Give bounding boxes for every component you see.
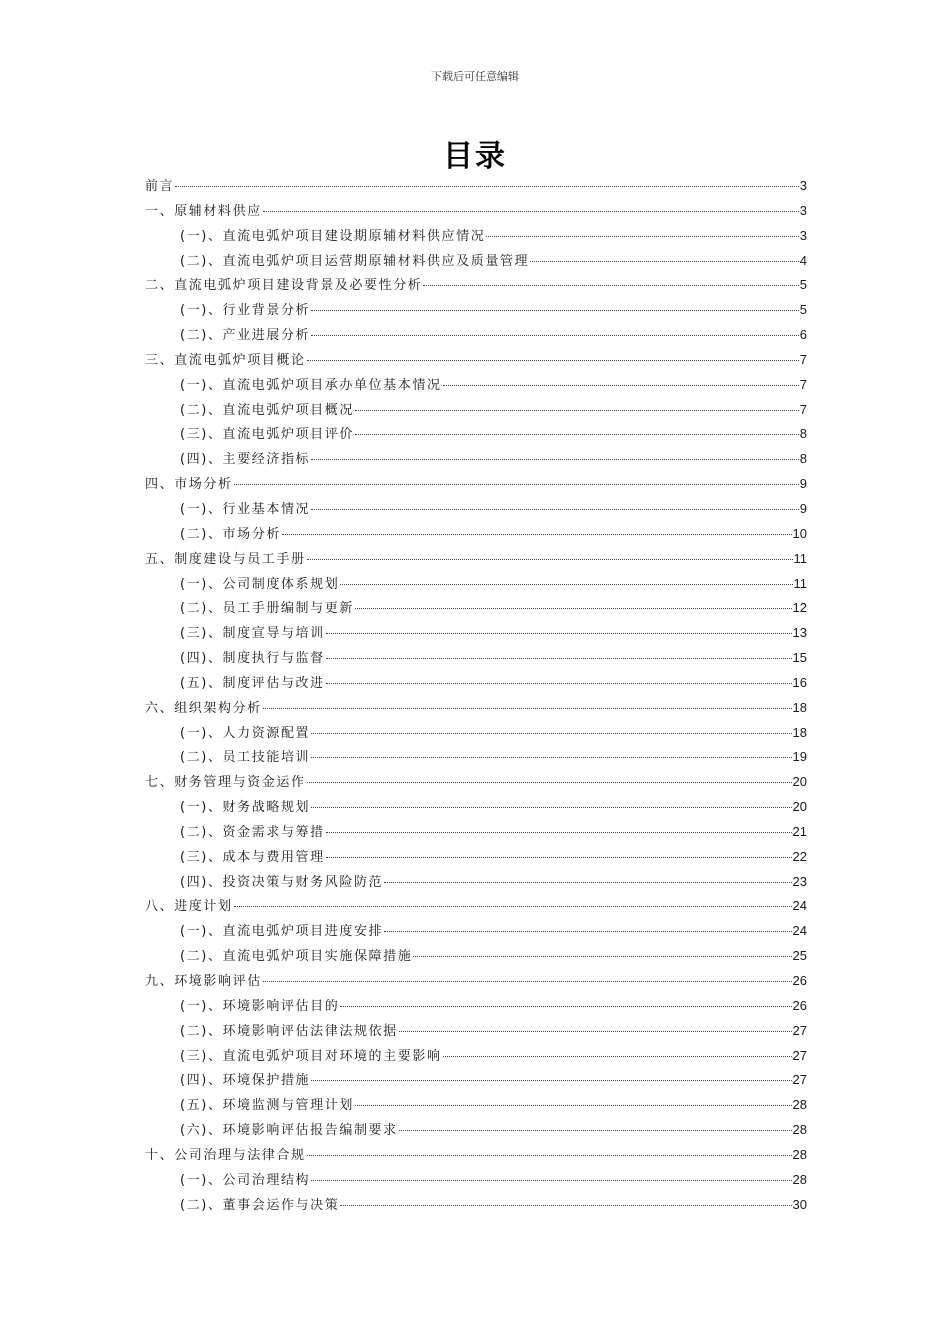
toc-entry-text: (一)、公司制度体系规划 — [180, 576, 340, 592]
toc-entry-text: 四、市场分析 — [145, 477, 233, 493]
toc-dot-leader — [326, 658, 792, 659]
toc-section-entry[interactable] — [145, 723, 807, 748]
toc-chapter-entry[interactable] — [145, 549, 807, 574]
toc-page-number: 28 — [792, 1171, 807, 1187]
toc-dot-leader — [384, 882, 791, 883]
toc-section-entry[interactable] — [145, 623, 807, 648]
toc-section-entry[interactable] — [145, 673, 807, 698]
toc-page-number: 28 — [792, 1146, 807, 1162]
toc-section-entry[interactable] — [145, 598, 807, 623]
toc-section-entry[interactable] — [145, 1170, 807, 1195]
toc-dot-leader — [311, 310, 799, 311]
toc-section-entry[interactable] — [145, 251, 807, 276]
toc-dot-leader — [234, 906, 792, 907]
toc-section-entry[interactable] — [145, 747, 807, 772]
toc-page-number: 28 — [792, 1122, 807, 1138]
toc-entry-text: 十、公司治理与法律合规 — [145, 1147, 306, 1163]
toc-section-entry[interactable] — [145, 847, 807, 872]
toc-chapter-entry[interactable] — [145, 1145, 807, 1170]
toc-chapter-entry[interactable] — [145, 896, 807, 921]
toc-dot-leader — [311, 757, 791, 758]
toc-page-number: 3 — [799, 202, 807, 218]
toc-dot-leader — [307, 1155, 792, 1156]
toc-dot-leader — [311, 807, 791, 808]
toc-page-number: 11 — [793, 575, 807, 591]
toc-page-number: 18 — [792, 724, 807, 740]
toc-section-entry[interactable] — [145, 872, 807, 897]
toc-dot-leader — [355, 608, 792, 609]
toc-page-number: 11 — [793, 550, 807, 566]
toc-page-number: 24 — [792, 923, 807, 939]
toc-page-number: 4 — [799, 252, 807, 268]
toc-entry-text: (二)、员工技能培训 — [180, 750, 311, 766]
toc-dot-leader — [399, 1031, 792, 1032]
toc-page-number: 13 — [792, 625, 807, 641]
toc-entry-text: 七、财务管理与资金运作 — [145, 775, 306, 791]
toc-entry-text: (五)、制度评估与改进 — [180, 675, 325, 691]
toc-section-entry[interactable] — [145, 325, 807, 350]
toc-entry-text: 三、直流电弧炉项目概论 — [145, 352, 306, 368]
toc-entry-text: (三)、直流电弧炉项目评价 — [180, 427, 354, 443]
toc-dot-leader — [340, 1006, 791, 1007]
toc-section-entry[interactable] — [145, 1095, 807, 1120]
toc-section-entry[interactable] — [145, 400, 807, 425]
toc-page-number: 20 — [792, 774, 807, 790]
toc-section-entry[interactable] — [145, 797, 807, 822]
toc-entry-text: (二)、资金需求与筹措 — [180, 824, 325, 840]
toc-page-number: 27 — [792, 1072, 807, 1088]
toc-page-number: 27 — [792, 1047, 807, 1063]
toc-entry-text: (三)、制度宣导与培训 — [180, 626, 325, 642]
toc-entry-text: (二)、直流电弧炉项目运营期原辅材料供应及质量管理 — [180, 253, 530, 269]
toc-entry-text: (二)、董事会运作与决策 — [180, 1197, 340, 1213]
toc-dot-leader — [307, 559, 793, 560]
toc-entry-text: 五、制度建设与员工手册 — [145, 551, 306, 567]
toc-chapter-entry[interactable] — [145, 275, 807, 300]
toc-entry-text: (一)、财务战略规划 — [180, 800, 311, 816]
toc-page-number: 7 — [799, 351, 807, 367]
toc-page-number: 15 — [792, 650, 807, 666]
toc-dot-leader — [263, 981, 792, 982]
toc-dot-leader — [311, 1080, 791, 1081]
toc-entry-text: (一)、直流电弧炉项目进度安排 — [180, 924, 384, 940]
toc-section-entry[interactable] — [145, 300, 807, 325]
toc-chapter-entry[interactable] — [145, 698, 807, 723]
toc-dot-leader — [326, 832, 792, 833]
toc-entry-text: 二、直流电弧炉项目建设背景及必要性分析 — [145, 278, 423, 294]
toc-page-number: 12 — [792, 600, 807, 616]
toc-dot-leader — [399, 1130, 792, 1131]
toc-page-number: 30 — [792, 1196, 807, 1212]
toc-page-number: 16 — [792, 674, 807, 690]
toc-dot-leader — [263, 708, 792, 709]
toc-section-entry[interactable] — [145, 648, 807, 673]
toc-page-number: 26 — [792, 997, 807, 1013]
toc-section-entry[interactable] — [145, 946, 807, 971]
toc-dot-leader — [443, 385, 799, 386]
toc-dot-leader — [311, 459, 799, 460]
toc-entry-text: (一)、环境影响评估目的 — [180, 998, 340, 1014]
toc-dot-leader — [355, 410, 799, 411]
toc-entry-text: 前言 — [145, 179, 175, 194]
toc-entry-text: (二)、直流电弧炉项目实施保障措施 — [180, 949, 413, 965]
toc-entry-text: (二)、环境影响评估法律法规依据 — [180, 1023, 398, 1039]
toc-entry-text: (四)、环境保护措施 — [180, 1073, 311, 1089]
table-of-contents — [145, 176, 807, 1219]
toc-entry-text: (一)、人力资源配置 — [180, 725, 311, 741]
toc-section-entry[interactable] — [145, 921, 807, 946]
toc-section-entry[interactable] — [145, 822, 807, 847]
toc-page-number: 6 — [799, 327, 807, 343]
toc-page-number: 25 — [792, 948, 807, 964]
toc-page-number: 21 — [792, 823, 807, 839]
toc-dot-leader — [355, 434, 799, 435]
toc-chapter-entry[interactable] — [145, 201, 807, 226]
toc-chapter-entry[interactable] — [145, 474, 807, 499]
toc-dot-leader — [340, 1205, 791, 1206]
toc-section-entry[interactable] — [145, 524, 807, 549]
toc-entry-text: (一)、行业背景分析 — [180, 303, 311, 319]
toc-page-number: 7 — [799, 376, 807, 392]
toc-section-entry[interactable] — [145, 1195, 807, 1220]
toc-title: 目录 — [443, 139, 507, 174]
toc-dot-leader — [340, 584, 792, 585]
toc-entry-text: (三)、直流电弧炉项目对环境的主要影响 — [180, 1048, 442, 1064]
toc-section-entry[interactable] — [145, 226, 807, 251]
toc-dot-leader — [311, 509, 799, 510]
toc-page-number: 24 — [792, 898, 807, 914]
toc-section-entry[interactable] — [145, 1070, 807, 1095]
toc-dot-leader — [443, 1056, 792, 1057]
toc-entry-text: (二)、直流电弧炉项目概况 — [180, 402, 354, 418]
toc-dot-leader — [282, 534, 792, 535]
toc-dot-leader — [175, 186, 799, 187]
toc-dot-leader — [355, 1105, 792, 1106]
toc-entry-text: (二)、员工手册编制与更新 — [180, 601, 354, 617]
toc-section-entry[interactable] — [145, 449, 807, 474]
toc-page-number: 23 — [792, 873, 807, 889]
toc-section-entry[interactable] — [145, 1120, 807, 1145]
toc-section-entry[interactable] — [145, 375, 807, 400]
toc-section-entry[interactable] — [145, 499, 807, 524]
toc-chapter-entry[interactable] — [145, 772, 807, 797]
toc-page-number: 28 — [792, 1097, 807, 1113]
toc-page-number: 7 — [799, 401, 807, 417]
toc-dot-leader — [326, 857, 792, 858]
toc-dot-leader — [234, 484, 799, 485]
toc-chapter-entry[interactable] — [145, 350, 807, 375]
toc-dot-leader — [530, 261, 799, 262]
toc-page-number: 27 — [792, 1022, 807, 1038]
toc-entry-text: 六、组织架构分析 — [145, 700, 262, 716]
toc-page-number: 3 — [799, 227, 807, 243]
toc-page-number: 26 — [792, 973, 807, 988]
toc-entry-text: (六)、环境影响评估报告编制要求 — [180, 1123, 398, 1139]
toc-entry-text: (一)、直流电弧炉项目建设期原辅材料供应情况 — [180, 228, 486, 244]
toc-page-number: 20 — [792, 799, 807, 815]
toc-dot-leader — [486, 236, 798, 237]
toc-entry-text: (二)、市场分析 — [180, 526, 281, 542]
toc-entry-text: (四)、主要经济指标 — [180, 452, 311, 468]
toc-entry-text: (一)、公司治理结构 — [180, 1172, 311, 1188]
toc-section-entry[interactable] — [145, 424, 807, 449]
toc-dot-leader — [307, 782, 792, 783]
toc-section-entry[interactable] — [145, 574, 807, 599]
toc-page-number: 10 — [792, 525, 807, 541]
toc-dot-leader — [326, 683, 792, 684]
toc-dot-leader — [326, 633, 792, 634]
toc-page-number: 8 — [799, 426, 807, 442]
toc-entry-text: (三)、成本与费用管理 — [180, 849, 325, 865]
toc-chapter-entry[interactable] — [145, 971, 807, 996]
toc-entry-text: (五)、环境监测与管理计划 — [180, 1098, 354, 1114]
toc-entry-text: (二)、产业进展分析 — [180, 328, 311, 344]
toc-page-number: 8 — [799, 451, 807, 467]
toc-page-number: 19 — [792, 749, 807, 765]
toc-page-number: 5 — [799, 302, 807, 318]
page-header-note: 下载后可任意编辑 — [431, 70, 519, 83]
toc-dot-leader — [311, 335, 799, 336]
toc-entry-text: (四)、投资决策与财务风险防范 — [180, 874, 384, 890]
toc-page-number: 3 — [799, 178, 807, 193]
toc-entry-text: (四)、制度执行与监督 — [180, 651, 325, 667]
toc-dot-leader — [263, 211, 799, 212]
toc-page-number: 9 — [799, 476, 807, 492]
toc-entry-text: 九、环境影响评估 — [145, 974, 262, 989]
toc-entry-text: (一)、行业基本情况 — [180, 501, 311, 517]
toc-dot-leader — [307, 360, 799, 361]
toc-dot-leader — [311, 1180, 791, 1181]
toc-page-number: 18 — [792, 699, 807, 715]
toc-entry-text: (一)、直流电弧炉项目承办单位基本情况 — [180, 377, 442, 393]
toc-section-entry[interactable] — [145, 1046, 807, 1071]
toc-page-number: 5 — [799, 277, 807, 293]
toc-section-entry[interactable] — [145, 996, 807, 1021]
toc-chapter-entry[interactable] — [145, 176, 807, 201]
toc-page-number: 9 — [799, 500, 807, 516]
toc-dot-leader — [423, 285, 798, 286]
toc-section-entry[interactable] — [145, 1021, 807, 1046]
toc-page-number: 22 — [792, 848, 807, 864]
toc-entry-text: 一、原辅材料供应 — [145, 203, 262, 219]
toc-dot-leader — [311, 733, 791, 734]
toc-dot-leader — [384, 931, 791, 932]
toc-entry-text: 八、进度计划 — [145, 899, 233, 915]
toc-dot-leader — [413, 956, 791, 957]
